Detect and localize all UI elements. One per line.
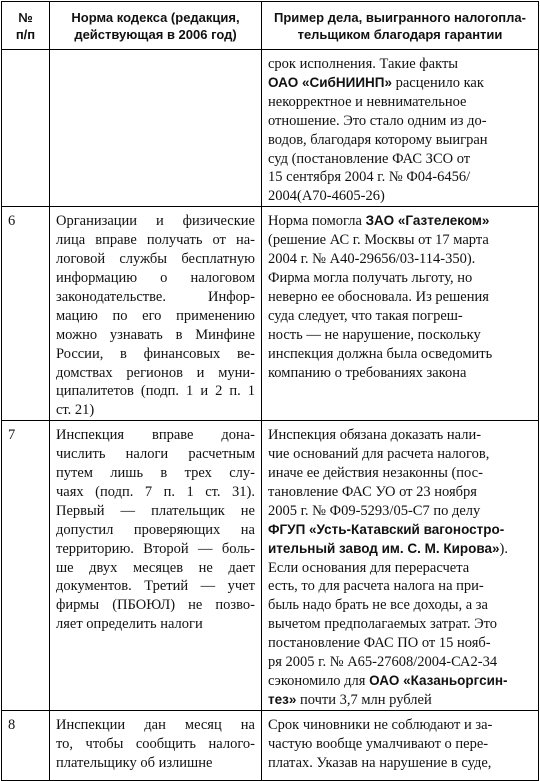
text-segment: водов, благодаря которому выигран [268, 131, 488, 148]
code-norm-line: Организации и физические [56, 213, 255, 230]
text-segment: ). [499, 540, 508, 557]
code-norm-line: Инспекции дан месяц на [56, 716, 255, 733]
text-segment: неверно ее обосновала. Из решения [268, 288, 489, 305]
case-example-line [268, 596, 533, 615]
case-example-line [268, 231, 533, 250]
code-norm-line: ляет определить налоги [56, 616, 203, 633]
text-segment: есть, то для расчета налога на при- [268, 578, 484, 595]
case-example-line [268, 326, 533, 345]
code-norm-line: мацию по его применению [56, 307, 255, 324]
code-norm-line: допустил проверяющих на [56, 521, 255, 538]
case-example-line [268, 269, 533, 288]
code-norm-line: ципалитетов (подп. 1 и 2 п. 1 [56, 383, 255, 400]
text-segment: Фирма могла получать льготу, но [268, 269, 473, 286]
case-example-line [268, 168, 533, 187]
header-text: Пример дела, выигранного налогопла- [274, 9, 526, 25]
text-segment: некорректное и невнимательное [268, 93, 467, 110]
case-example-line [268, 288, 533, 307]
text-segment: постановление ФАС ПО от 15 нояб- [268, 635, 491, 652]
code-norm-line: логовой службы бесплатную [56, 251, 255, 268]
case-example-line [268, 131, 533, 150]
code-norm-line: чаях (подп. 7 п. 1 ст. 31). [56, 483, 255, 500]
code-norm-line: территорию. Второй — боль- [56, 540, 255, 557]
table-header-row [2, 2, 539, 50]
text-segment: 15 сентября 2004 г. № Ф04-6456/ [268, 169, 471, 186]
case-example-line [268, 93, 533, 112]
code-norm-cell [50, 421, 262, 711]
text-segment: платах. Указав на нарушение в суде, [268, 754, 492, 771]
case-example-line [268, 716, 533, 735]
text-segment: 2004(А70-4605-26) [268, 188, 385, 205]
text-segment: чие оснований для расчета налогов, [268, 446, 490, 463]
code-norm-line: числить налоги расчетным [56, 446, 255, 463]
code-norm-line: Инспекция вправе дона- [56, 427, 255, 444]
code-norm-line: путем лишь в трех слу- [56, 465, 255, 482]
header-case-example [262, 2, 539, 50]
case-example-line [268, 55, 533, 74]
case-example-line [268, 187, 533, 206]
case-example-line [268, 307, 533, 326]
case-example-line [268, 445, 533, 464]
header-text: тельщиком благодаря гарантии [297, 26, 503, 42]
text-segment: частую вообще умалчивают о пере- [268, 735, 489, 752]
case-example-line [268, 426, 533, 445]
text-segment: вычетом предполагаемых затрат. Это [268, 616, 498, 633]
case-example-line [268, 483, 533, 502]
text-segment: 2004 г. № А40-29656/03-114-350). [268, 251, 476, 268]
text-segment: Норма помогла [268, 213, 366, 230]
code-norm-line: Первый — плательщик не [56, 502, 255, 519]
case-example-line [268, 672, 533, 691]
code-norm-cell [50, 50, 262, 207]
case-example-line [268, 464, 533, 483]
text-segment: расценило как [392, 74, 484, 91]
code-norm-line: домствах регионов и муни- [56, 364, 255, 381]
header-text: действующая в 2006 год) [74, 26, 237, 42]
case-example-line [268, 521, 533, 540]
table-row [2, 710, 539, 780]
row-number: 6 [2, 207, 50, 421]
case-example-line [268, 615, 533, 634]
case-example-line [268, 502, 533, 521]
header-text: п/п [15, 26, 36, 42]
case-example-line [268, 559, 533, 578]
text-segment: ря 2005 г. № А65-27608/2004-СА2-34 [268, 654, 498, 671]
text-segment: суд (постановление ФАС ЗСО от [268, 150, 471, 167]
text-segment: сэкономило для [268, 673, 370, 689]
case-example-line [268, 364, 533, 383]
text-segment: инспекция должна была осведомить [268, 345, 493, 362]
text-segment: иначе ее действия незаконны (пос- [268, 465, 483, 482]
case-example-line [268, 212, 533, 231]
code-norm-line: то, чтобы сообщить налого- [56, 735, 255, 752]
case-example-cell [262, 421, 539, 711]
case-example-line [268, 754, 533, 773]
row-number [2, 50, 50, 207]
case-example-cell [262, 207, 539, 421]
text-segment: Если основания для перерасчета [268, 559, 470, 576]
text-segment: суда следует, что такая погреш- [268, 307, 463, 324]
code-norm-line: России, в финансовых ве- [56, 345, 255, 362]
case-example-cell [262, 710, 539, 780]
case-example-line [268, 345, 533, 364]
case-example-line [268, 540, 533, 559]
code-norm-line: лица вправе получать от на- [56, 232, 255, 249]
code-norm-cell [50, 710, 262, 780]
case-example-line [268, 634, 533, 653]
tax-code-table [1, 1, 539, 781]
row-number: 8 [2, 710, 50, 780]
code-norm-line: документов. Третий — учет [56, 578, 255, 595]
case-example-line [268, 691, 533, 710]
row-number: 7 [2, 421, 50, 711]
text-segment: почти 3,7 млн рублей [296, 691, 432, 708]
text-segment: 2005 г. № Ф09-5293/05-С7 по делу [268, 502, 481, 519]
text-segment: Срок чиновники не соблюдают и за- [268, 716, 493, 733]
code-norm-cell [50, 207, 262, 421]
code-norm-line: ше двух месяцев не дает [56, 559, 255, 576]
company-name: ЗАО «Газтелеком» [365, 213, 490, 229]
code-norm-line: фирмы (ПБОЮЛ) не позво- [56, 597, 255, 614]
code-norm-line: информацию о налоговом [56, 269, 255, 286]
case-example-line [268, 653, 533, 672]
text-segment: ность — не нарушение, поскольку [268, 326, 481, 343]
company-name: ОАО «СибНИИНП» [268, 74, 392, 90]
case-example-line [268, 112, 533, 131]
table-row [2, 207, 539, 421]
table-row [2, 50, 539, 207]
case-example-line [268, 735, 533, 754]
text-segment: отношение. Это стало одним из до- [268, 112, 487, 129]
header-text: № [18, 9, 33, 25]
case-example-cell [262, 50, 539, 207]
code-norm-line: законодательстве. Инфор- [56, 288, 255, 305]
code-norm-line: ст. 21) [56, 402, 95, 419]
company-name: ФГУП «Усть-Катавский вагоностро- [268, 521, 505, 537]
company-name: ительный завод им. С. М. Кирова» [268, 540, 500, 556]
text-segment: быль надо брать не все доходы, а за [268, 597, 488, 614]
text-segment: срок исполнения. Такие факты [268, 56, 459, 72]
case-example-line [268, 577, 533, 596]
text-segment: тановление ФАС УО от 23 ноября [268, 483, 477, 500]
case-example-line [268, 74, 533, 93]
text-segment: Инспекция обязана доказать нали- [268, 427, 482, 444]
code-norm-line: можно узнавать в Минфине [56, 326, 255, 343]
case-example-line [268, 250, 533, 269]
header-number [2, 2, 50, 50]
company-name: ОАО «Казаньоргсин- [369, 673, 508, 688]
table-row [2, 421, 539, 711]
case-example-line [268, 150, 533, 169]
code-norm-line: плательщику об излишне [56, 754, 213, 771]
text-segment: компанию о требованиях закона [268, 364, 467, 381]
company-name: тез» [268, 691, 297, 707]
header-text: Норма кодекса (редакция, [71, 9, 240, 25]
header-code-norm [50, 2, 262, 50]
text-segment: (решение АС г. Москвы от 17 марта [268, 232, 489, 249]
